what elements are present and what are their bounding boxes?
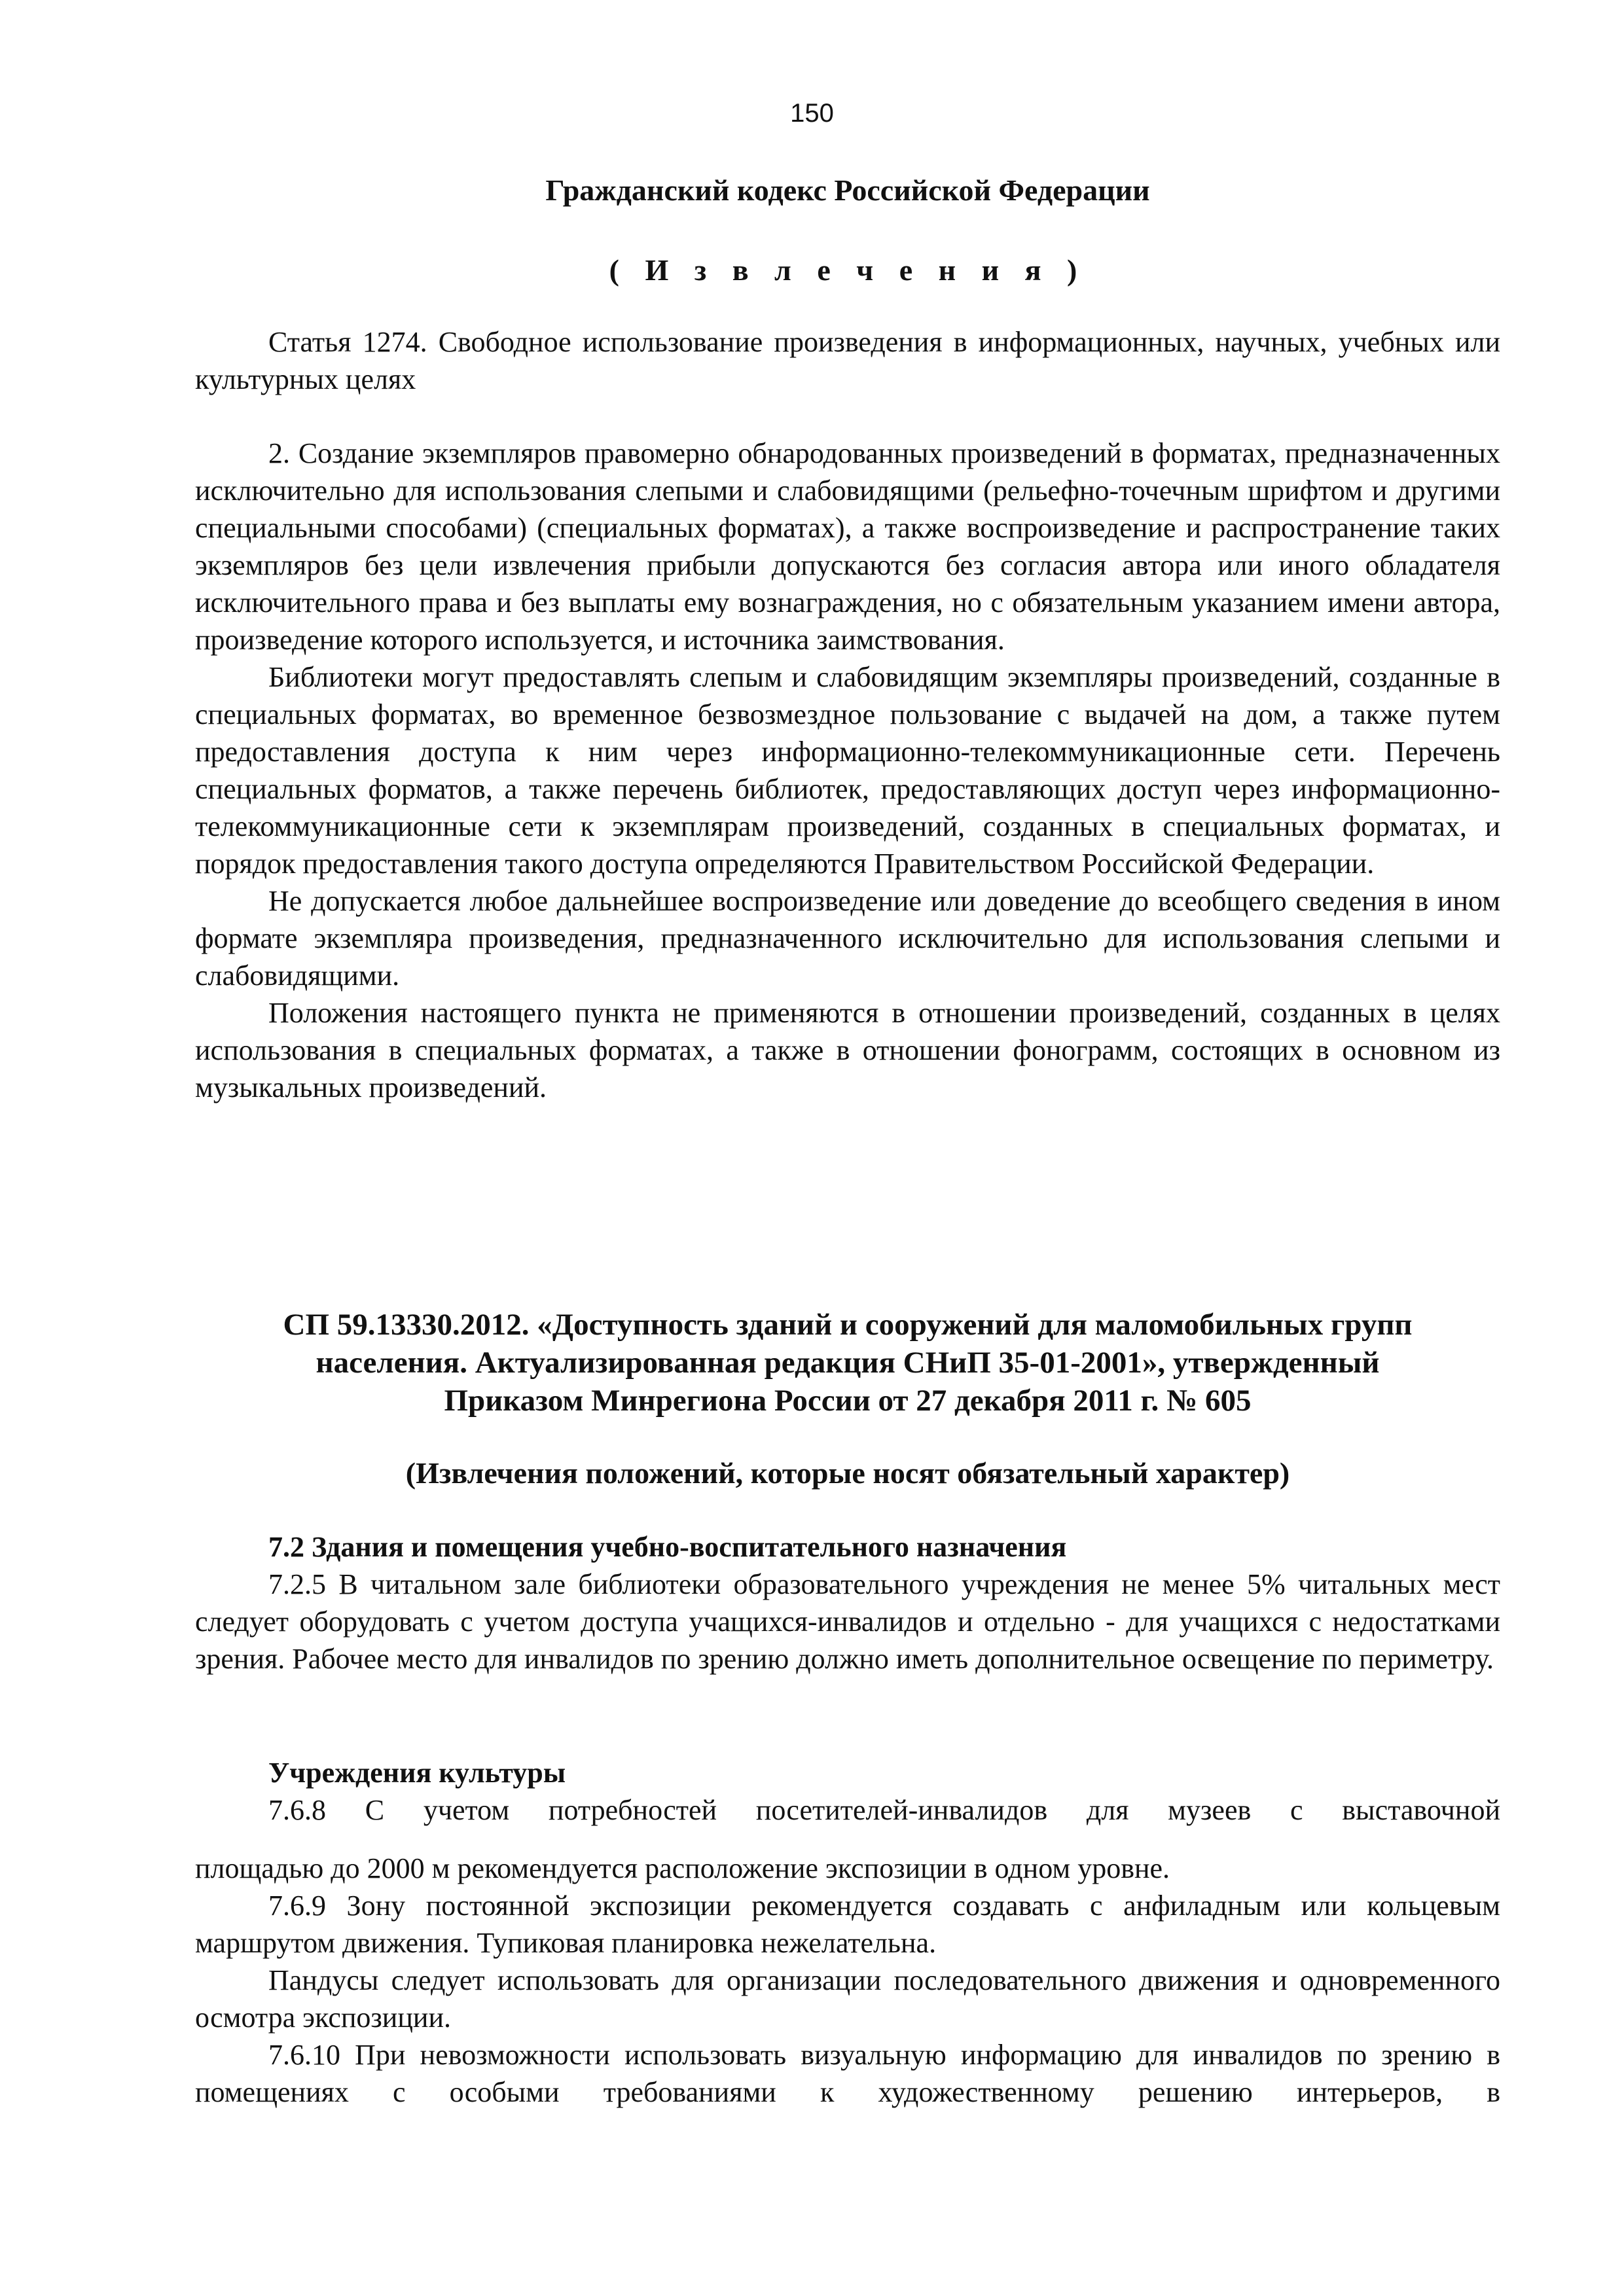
paragraph: Пандусы следует использовать для организации последовательного движения и одновременного осмотра экспозиции. xyxy=(195,1964,1500,2034)
section-heading: Учреждения культуры xyxy=(268,1757,566,1789)
paragraph: 7.6.10 При невозможности использовать визуальную информацию для инвалидов по зрению в помещениях с особыми требованиями к художественному решению интерьеров, в xyxy=(195,2039,1500,2108)
paragraph: площадью до 2000 м рекомендуется расположение экспозиции в одном уровне. xyxy=(195,1852,1170,1884)
article-heading: Статья 1274. Свободное использование произведения в информационных, научных, учебных или культурных целях xyxy=(195,326,1500,395)
paragraph: 2. Создание экземпляров правомерно обнародованных произведений в форматах, предназначенных исключительно для использования слепыми и слабовидящими (рельефно-точечным шрифтом и другими специальными способами) (специальных форматах), а также воспроизведение и распространение таких экземпляров без цели извлечения прибыли допускаются без согласия автора или иного обладателя исключительного права и без выплаты ему вознаграждения, но с обязательным указанием имени автора, произведение которого используется, и источника заимствования. xyxy=(195,437,1500,656)
sp-title xyxy=(195,1306,1500,1420)
civil-code-article xyxy=(195,323,1500,398)
paragraph: 7.6.9 Зону постоянной экспозиции рекомендуется создавать с анфиладным или кольцевым маршрутом движения. Тупиковая планировка нежелательна. xyxy=(195,1890,1500,1959)
page-number: 150 xyxy=(790,99,834,128)
civil-code-body xyxy=(195,435,1500,1106)
civil-code-title: Гражданский кодекс Российской Федерации xyxy=(545,173,1150,207)
sp-body xyxy=(195,1528,1500,1677)
civil-code-excerpt-label: ( И з в л е ч е н и я ) xyxy=(609,253,1087,287)
paragraph: Библиотеки могут предоставлять слепым и слабовидящим экземпляры произведений, созданные в специальных форматах, во временное безвозмездное пользование с выдачей на дом, а также путем предоставления доступа к ним через информационно-телекоммуникационные сети. Перечень специальных форматов, а также перечень библиотек, предоставляющих доступ через информационно-телекоммуникационные сети к экземплярам произведений, созданных в специальных форматах, и порядок предоставления такого доступа определяются Правительством Российской Федерации. xyxy=(195,661,1500,880)
paragraph: 7.2.5 В читальном зале библиотеки образовательного учреждения не менее 5% читальных мест следует оборудовать с учетом доступа учащихся-инвалидов и отдельно - для учащихся с недостатками зрения. Рабочее место для инвалидов по зрению должно иметь дополнительное освещение по периметру. xyxy=(195,1568,1500,1675)
sp-title-line: СП 59.13330.2012. «Доступность зданий и сооружений для маломобильных групп xyxy=(283,1308,1413,1342)
sp-excerpt-label: (Извлечения положений, которые носят обязательный характер) xyxy=(405,1456,1290,1490)
paragraph: Не допускается любое дальнейшее воспроизведение или доведение до всеобщего сведения в ином формате экземпляра произведения, предназначенного исключительно для использования слепыми и слабовидящими. xyxy=(195,885,1500,992)
paragraph: 7.6.8 С учетом потребностей посетителей-инвалидов для музеев с выставочной xyxy=(268,1794,1500,1826)
culture-body xyxy=(195,1850,1500,2111)
culture-section xyxy=(195,1754,1500,1829)
paragraph: Положения настоящего пункта не применяются в отношении произведений, созданных в целях использования в специальных форматах, а также в отношении фонограмм, состоящих в основном из музыкальных произведений. xyxy=(195,997,1500,1103)
section-heading: 7.2 Здания и помещения учебно-воспитательного назначения xyxy=(268,1531,1067,1563)
sp-title-line: населения. Актуализированная редакция СНиП 35-01-2001», утвержденный xyxy=(316,1346,1380,1380)
sp-title-line: Приказом Минрегиона России от 27 декабря 2011 г. № 605 xyxy=(444,1384,1252,1418)
